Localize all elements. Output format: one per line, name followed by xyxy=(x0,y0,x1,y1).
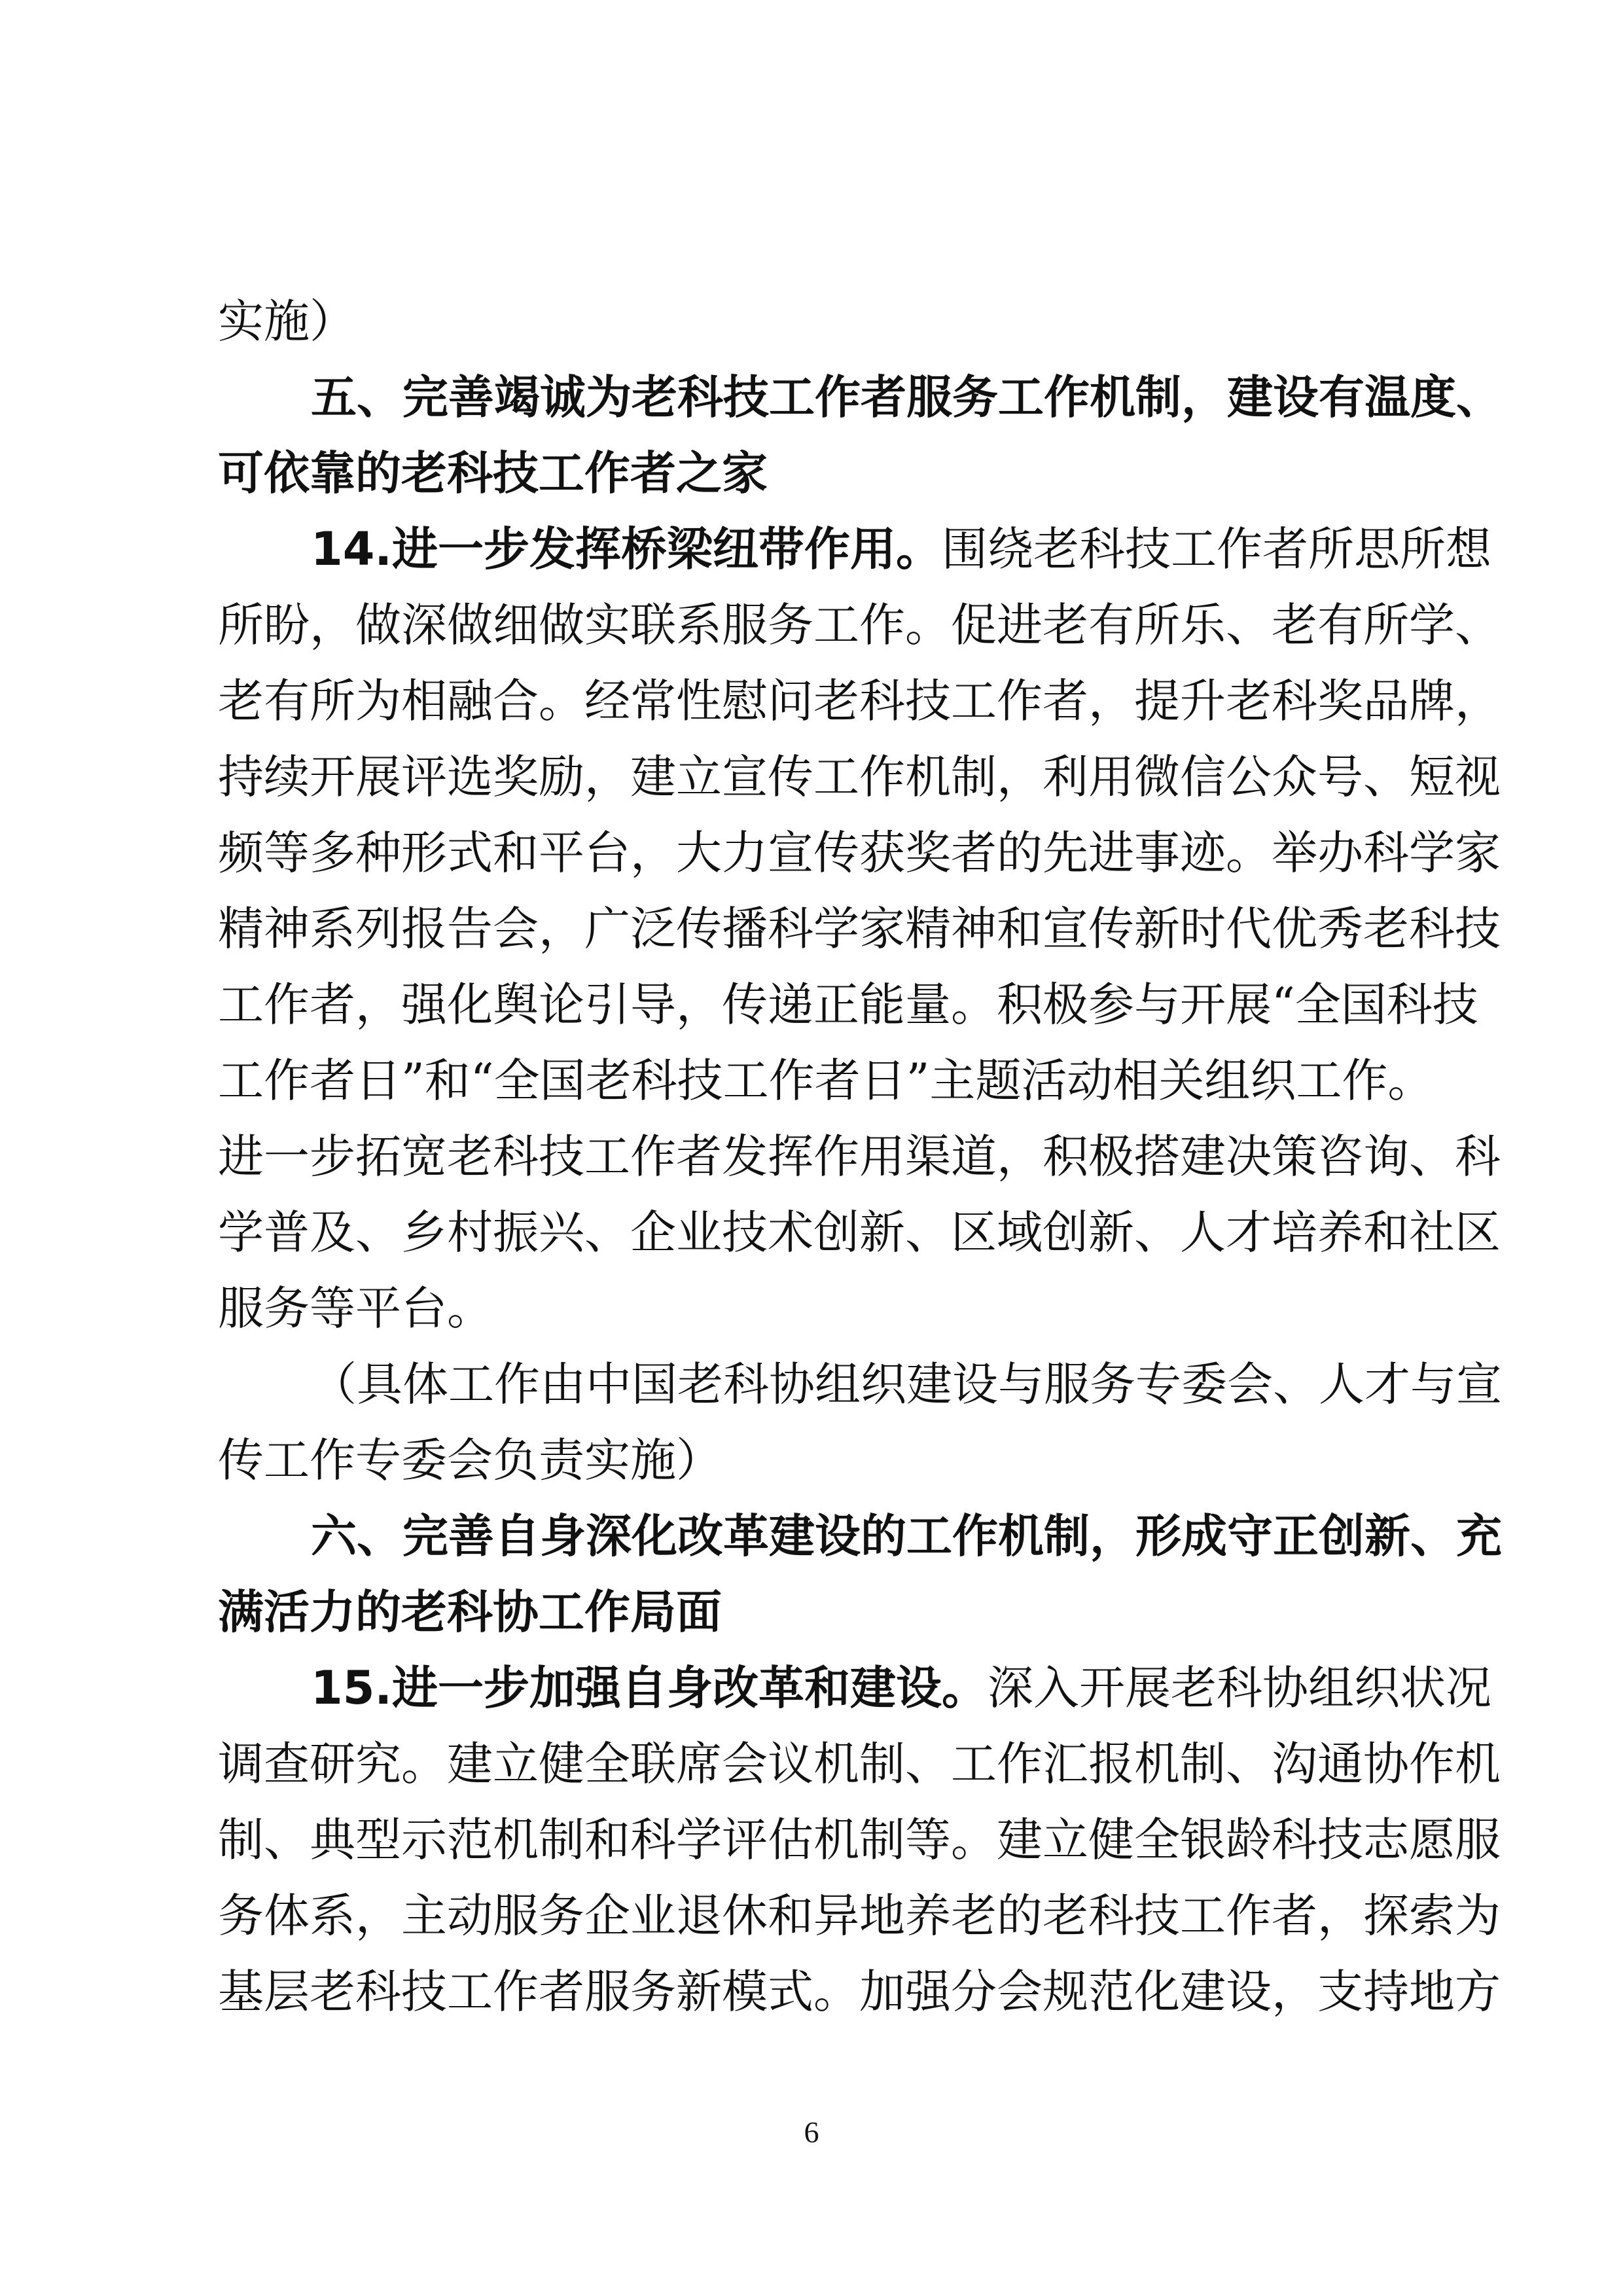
section-heading: 六、完善自身深化改革建设的工作机制，形成守正创新、充 xyxy=(311,1509,1502,1563)
paragraph-line: 频等多种形式和平台，大力宣传获奖者的先进事迹。举办科学家 xyxy=(218,826,1501,880)
paragraph-line: 所盼，做深做细做实联系服务工作。促进老有所乐、老有所学、 xyxy=(218,598,1501,652)
paragraph-line xyxy=(311,1650,1492,1726)
paragraph-line: 进一步拓宽老科技工作者发挥作用渠道，积极搭建决策咨询、科 xyxy=(218,1130,1501,1183)
paragraph-line: 服务等平台。 xyxy=(218,1282,493,1335)
paragraph-line: 学普及、乡村振兴、企业技术创新、区域创新、人才培养和社区 xyxy=(218,1206,1501,1259)
paragraph-line: 持续开展评选奖励，建立宣传工作机制，利用微信公众号、短视 xyxy=(218,750,1501,804)
section-heading: 满活力的老科协工作局面 xyxy=(218,1585,722,1639)
paragraph-line: 务体系，主动服务企业退休和异地养老的老科技工作者，探索为 xyxy=(218,1889,1501,1943)
paragraph-line xyxy=(311,511,1492,587)
paragraph-line: 精神系列报告会，广泛传播科学家精神和宣传新时代优秀老科技 xyxy=(218,902,1501,956)
responsibility-note: 传工作专委会负责实施） xyxy=(218,1433,722,1487)
section-heading: 五、完善竭诚为老科技工作者服务工作机制，建设有温度、 xyxy=(311,370,1502,424)
section-heading: 可依靠的老科技工作者之家 xyxy=(218,446,768,500)
text-line: 实施） xyxy=(218,295,355,348)
paragraph-line: 老有所为相融合。经常性慰问老科技工作者，提升老科奖品牌， xyxy=(218,674,1501,728)
paragraph-text: 围绕老科技工作者所思所想 xyxy=(942,522,1492,576)
paragraph-line: 基层老科技工作者服务新模式。加强分会规范化建设，支持地方 xyxy=(218,1965,1501,2018)
paragraph-line: 调查研究。建立健全联席会议机制、工作汇报机制、沟通协作机 xyxy=(218,1737,1501,1791)
item-heading: 14.进一步发挥桥梁纽带作用。 xyxy=(311,522,942,576)
paragraph-text: 深入开展老科协组织状况 xyxy=(988,1661,1492,1715)
paragraph-line: 工作者，强化舆论引导，传递正能量。积极参与开展“全国科技 xyxy=(218,978,1478,1031)
item-heading: 15.进一步加强自身改革和建设。 xyxy=(311,1661,988,1715)
page-number: 6 xyxy=(804,2115,819,2149)
paragraph-line: 工作者日”和“全国老科技工作者日”主题活动相关组织工作。 xyxy=(218,1054,1434,1107)
responsibility-note: （具体工作由中国老科协组织建设与服务专委会、人才与宣 xyxy=(311,1357,1502,1411)
paragraph-line: 制、典型示范机制和科学评估机制等。建立健全银龄科技志愿服 xyxy=(218,1813,1501,1867)
